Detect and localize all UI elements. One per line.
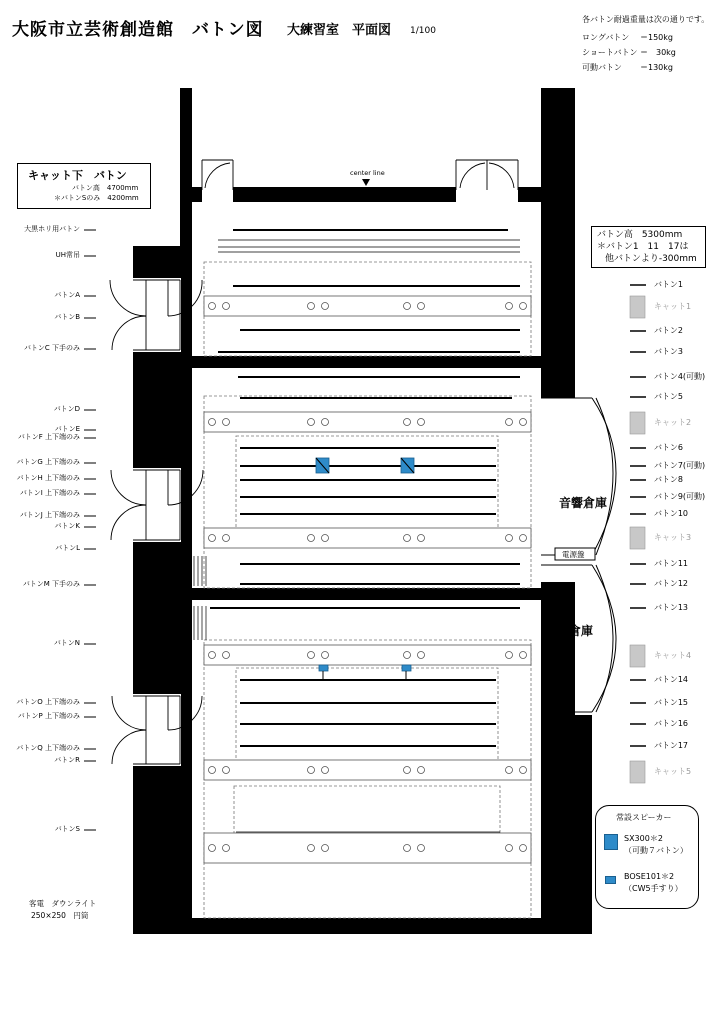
right-baton-label: バトン14	[654, 675, 689, 684]
speaker-item2-line1: BOSE101＊2	[624, 872, 675, 881]
left-baton-label: バトンI 上下端のみ	[19, 489, 80, 497]
right-baton-label: バトン15	[654, 698, 689, 707]
weight-movable-value: ＝130kg	[640, 63, 673, 72]
left-baton-label: バトンQ 上下端のみ	[16, 744, 80, 752]
left-baton-label: バトンL	[55, 544, 80, 552]
weight-note-heading: 各バトン耐過重量は次の通りです。	[582, 15, 710, 24]
left-baton-label: バトンK	[54, 522, 80, 530]
catwalk-label: キャット1	[654, 302, 692, 311]
right-baton-label: バトン2	[654, 326, 683, 335]
scale-label: 1/100	[410, 26, 436, 36]
right-baton-label: バトン5	[654, 392, 683, 401]
catwalk-label: キャット4	[654, 651, 692, 660]
catwalk-note-line1: バトン高 4700mm	[72, 184, 139, 192]
baton-height-line1: バトン高 5300mm	[597, 230, 683, 240]
left-baton-label: バトンD	[53, 405, 80, 413]
right-baton-label: バトン4(可動)	[654, 372, 706, 381]
catwalk-label: キャット2	[654, 418, 692, 427]
speaker-item2-line2: （CW5手すり）	[624, 884, 683, 893]
catwalk-marker	[630, 645, 645, 667]
left-baton-label: バトンM 下手のみ	[22, 580, 80, 588]
left-baton-label: バトンN	[53, 639, 80, 647]
left-baton-label: バトンB	[54, 313, 80, 321]
right-baton-label: バトン12	[654, 579, 689, 588]
catwalk-label: キャット5	[654, 767, 692, 776]
center-line-label: center line	[350, 169, 385, 177]
catwalk-marker	[630, 761, 645, 783]
speaker-sx300-icon	[604, 834, 618, 850]
weight-long-label: ロングバトン	[582, 33, 630, 42]
left-baton-label: バトンE	[54, 425, 80, 433]
right-baton-label: バトン8	[654, 475, 683, 484]
page-title: 大阪市立芸術創造館 バトン図	[12, 20, 264, 40]
catwalk-label: キャット3	[654, 533, 692, 542]
right-baton-label: バトン17	[654, 741, 689, 750]
right-baton-label: バトン9(可動)	[654, 492, 706, 501]
right-baton-label: バトン7(可動)	[654, 461, 706, 470]
weight-short-label: ショートバトン	[582, 48, 638, 57]
right-baton-label: バトン11	[654, 559, 689, 568]
left-baton-label: バトンS	[54, 825, 80, 833]
left-baton-label: バトンC 下手のみ	[24, 344, 80, 352]
catwalk-note-line2: ＊バトンSのみ 4200mm	[54, 194, 139, 202]
walls	[133, 88, 592, 934]
audio-storage-label: 音響倉庫	[559, 496, 608, 510]
downlight-line1: 客電 ダウンライト	[29, 899, 97, 908]
weight-long-value: ＝150kg	[640, 33, 673, 42]
speaker-legend	[595, 805, 699, 909]
baton-height-line2: ＊バトン1 11 17は	[597, 242, 689, 252]
room-name: 大練習室 平面図	[287, 23, 392, 38]
speaker-item1-line1: SX300＊2	[624, 834, 663, 843]
catwalk-marker	[630, 527, 645, 549]
weight-short-value: ＝ 30kg	[640, 48, 676, 57]
catwalk-note-title: キャット下 バトン	[28, 169, 127, 182]
baton-height-line3: 他バトンより-300mm	[605, 254, 697, 264]
left-baton-label: バトンO 上下端のみ	[16, 698, 80, 706]
speaker-legend-title: 常設スピーカー	[616, 813, 672, 822]
right-baton-label: バトン16	[654, 719, 689, 728]
right-baton-label: バトン6	[654, 443, 683, 452]
right-baton-label: バトン10	[654, 509, 689, 518]
right-baton-label: バトン3	[654, 347, 683, 356]
weight-movable-label: 可動バトン	[582, 63, 622, 72]
left-baton-label: バトンG 上下端のみ	[16, 458, 80, 466]
speaker-bose-icon	[605, 876, 616, 884]
left-baton-label: 大黒ホリ用バトン	[24, 225, 80, 233]
left-baton-label: バトンP 上下端のみ	[17, 712, 80, 720]
left-baton-label: バトンR	[54, 756, 80, 764]
left-baton-label: バトンF 上下端のみ	[17, 433, 80, 441]
left-baton-label: UH常吊	[55, 251, 80, 259]
right-baton-label: バトン1	[654, 280, 683, 289]
right-baton-label: バトン13	[654, 603, 689, 612]
left-baton-label: バトンJ 上下端のみ	[19, 511, 80, 519]
power-panel-label: 電源盤	[562, 550, 585, 559]
storage-label: 倉庫	[569, 624, 594, 638]
left-baton-label: バトンH 上下端のみ	[16, 474, 80, 482]
catwalk-marker	[630, 296, 645, 318]
left-baton-label: バトンA	[54, 291, 80, 299]
catwalk-marker	[630, 412, 645, 434]
downlight-line2: 250×250 円筒	[31, 911, 89, 920]
speaker-item1-line2: （可動７バトン）	[624, 846, 688, 855]
